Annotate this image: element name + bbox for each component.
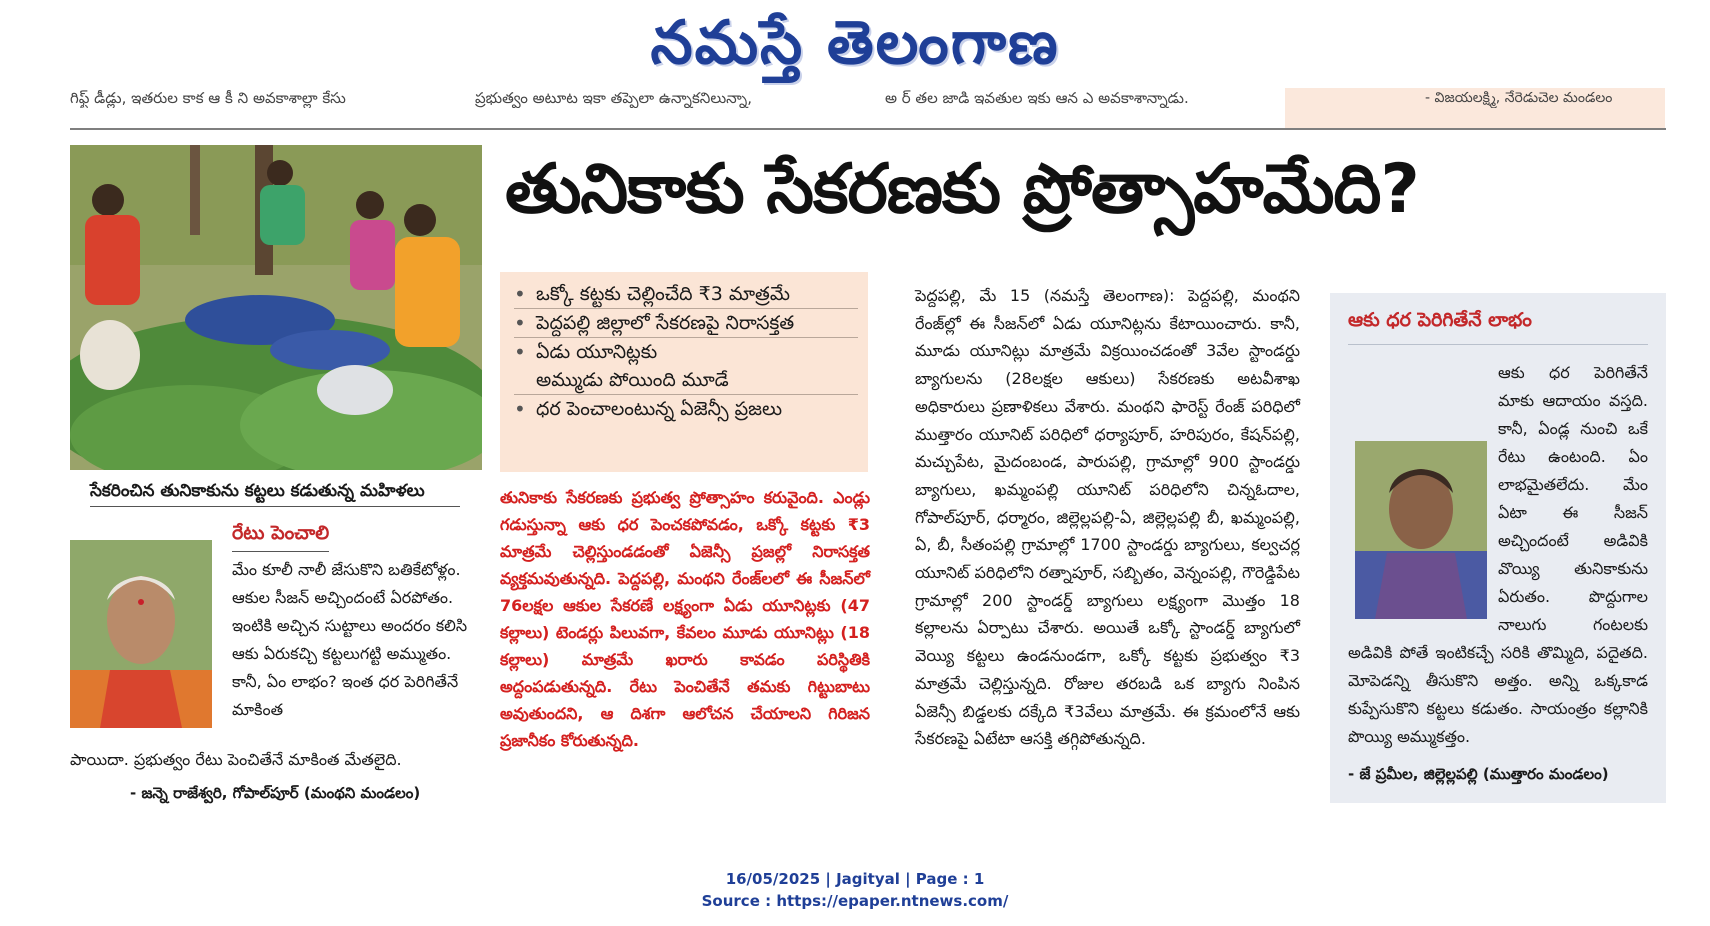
highlight-item-continued: అమ్ముడు పోయింది మూడే [514,366,858,395]
cut-text-segment-2: ప్రభుత్వం అటూట ఇకా తప్పెలా ఉన్నాకనిలున్నా, [475,89,752,107]
highlight-item: • పెద్దపల్లి జిల్లాలో సేకరణపై నిరాసక్తత [514,309,858,338]
highlight-item: • ఒక్కో కట్టకు చెల్లించేది ₹3 మాత్రమే [514,280,858,309]
cut-text-segment-3: అ ర్ తల జాడి ఇవతుల ఇకు ఆన ఎ అవకాశాన్నాడు. [885,89,1189,107]
highlight-item: • ఏడు యూనిట్లకు [514,340,658,364]
left-quote-title: రేటు పెంచాలి [232,522,329,552]
main-article-text: పెద్దపల్లి, మే 15 (నమస్తే తెలంగాణ): పెద్దపల్లి, మంథని రేంజ్‌ల్లో ఈ సీజన్‌లో ఏడు యూనిట్లను కేటాయించారు. కానీ, మూడు యూనిట్లు మాత్రమే విక్రయించడంతో 3వేల స్టాండర్డు బ్యాగులను (28లక్షల ఆకులు) సేకరణకు అటవీశాఖ అధికారులు ప్రణాళికలు వేశారు. మంథని ఫారెస్ట్ రేంజ్ పరిధిలో ముత్తారం యూనిట్ పరిధిలో ధర్యాపూర్, హరిపురం, కేషన్‌పల్లి, మచ్చుపేట, మైదంబండ, పారుపల్లి, గ్రామాల్లో 900 స్టాండర్డు బ్యాగులు, ఖమ్మంపల్లి యూనిట్ పరిధిలోని చిన్నఓదాల, గోపాల్‌పూర్, ధర్మారం, జిల్లెల్లపల్లి-ఏ, జిల్లెల్లపల్లి బీ, ఖమ్మంపల్లి, ఏ, బీ, సీతంపల్లి గ్రామాల్లో 1700 స్టాండర్డు బ్యాగులు, కల్వచర్ల యూనిట్ పరిధిలోని రత్నాపూర్, సబ్బితం, వెన్నంపల్లి, గౌరెడ్డిపేట గ్రామాల్లో 200 స్టాండర్డ్ బ్యాగులు లక్ష్యంగా మొత్తం 18 కల్లాలను ఏర్పాటు చేశారు. అయితే ఒక్కో స్టాండర్డ్ బ్యాగులో వెయ్యి కట్టలు ఉండనుండగా, ఒక్కో కట్టకు ప్రభుత్వం ₹3 మాత్రమే చెల్లిస్తున్నది. రోజుల తరబడి ఒక బ్యాగు నింపిన ఏజెన్సీ బిడ్డలకు దక్కేది ₹3వేలు మాత్రమే. ఈ క్రమంలోనే ఆకు సేకరణపై ఏటేటా ఆసక్తి తగ్గిపోతున్నది. [915,286,1300,749]
cut-text-segment-1: గిఫ్ట్ డీడ్లు, ఇతరుల కాక ఆ కీ ని అవకాశాల్లా కేసు [70,89,346,107]
highlight-item: • ధర పెంచాలంటున్న ఏజెన్సీ ప్రజలు [514,397,783,421]
footer-date-line: 16/05/2025 | Jagityal | Page : 1 [725,870,985,888]
sidebar-text: ఆకు ధర పెరిగితేనే మాకు ఆదాయం వస్తది. కానీ, ఏండ్ల నుంచి ఒకే రేటు ఉంటంది. ఏం లాభమైతలేదు. మేం ఏటా ఈ సీజన్ అచ్చిందంటే అడివికి వొయ్యి తునికాకును ఏరుతం. పొద్దుగాల నాలుగు గంటలకు అడివికి పోతే ఇంటికచ్చే సరికి తొమ్మిది, పదైతది. మోపెడన్ని తీసుకొని అత్తం. అన్ని ఒక్కకాడ కుప్పేసుకొని కట్టలు కడుతం. సాయంత్రం కల్లానికి పొయ్యి అమ్ముకత్తం. [1348,363,1648,746]
left-quote-signature: - జన్నె రాజేశ్వరి, గోపాల్‌పూర్ (మంథని మండలం) [130,784,421,802]
sidebar-signature: - జే ప్రమీల, జిల్లెల్లపల్లి (ముత్తారం మండలం) [1348,765,1609,783]
portrait-image [70,540,212,728]
footer-source-line: Source : https://epaper.ntnews.com/ [701,892,1009,910]
highlights-box [500,272,868,472]
headline: తునికాకు సేకరణకు ప్రోత్సాహమేది? [505,150,1419,229]
intro-paragraph: తునికాకు సేకరణకు ప్రభుత్వ ప్రోత్సాహం కరువైంది. ఎండ్లు గడుస్తున్నా ఆకు ధర పెంచకపోవడం, ఒక్కో కట్టకు ₹3 మాత్రమే చెల్లిస్తుండడంతో ఏజెన్సీ ప్రజల్లో నిరాసక్తత వ్యక్తమవుతున్నది. పెద్దపల్లి, మంథని రేంజ్‌లలో ఈ సీజన్‌లో 76లక్షల ఆకుల సేకరణే లక్ష్యంగా ఏడు యూనిట్లకు (47 కల్లాలు) టెండర్లు పిలువగా, కేవలం మూడు యూనిట్లు (18 కల్లాలు) మాత్రమే ఖరారు కావడం పరిస్థితికి అద్దంపడుతున్నది. రేటు పెంచితేనే తమకు గిట్టుబాటు అవుతుందని, ఆ దిశగా ఆలోచన చేయాలని గిరిజన ప్రజానీకం కోరుతున్నది. [500,488,870,750]
left-quote-text-continued: పాయిదా. ప్రభుత్వం రేటు పెంచితేనే మాకింత మేతలైది. [70,750,402,769]
rajeshwari-photo [70,540,212,728]
bullet-icon: • [514,311,526,335]
photo-caption: సేకరించిన తునికాకును కట్టలు కడుతున్న మహిళలు [90,480,460,507]
section-rule [70,128,1666,130]
left-quote-text: మేం కూలీ నాలీ జేసుకొని బతికేటోళ్లం. ఆకుల సీజన్ అచ్చిందంటే ఏరపోతం. ఇంటికి అచ్చిన సుట్టాలు అందరం కలిసి ఆకు ఏరుకచ్చి కట్టలుగట్టి అమ్ముతం. కానీ, ఏం లాభం? ఇంత ధర పెరిగితేనే మాకింత [232,560,468,719]
main-photo [70,145,482,470]
cut-pink-box [1285,88,1665,128]
leaf-collectors-image [70,145,482,470]
photo-float-spacer [1348,447,1498,625]
bullet-icon: • [514,340,526,364]
sidebar-title: ఆకు ధర పెరిగితేనే లాభం [1348,305,1648,345]
masthead: నమస్తే తెలంగాణ [650,8,1060,78]
bullet-icon: • [514,282,526,306]
right-sidebar [1330,293,1666,803]
cut-text-segment-4: - విజయలక్ష్మి, నేరెడుచెల మండలం [1425,90,1613,106]
bullet-icon: • [514,397,526,421]
